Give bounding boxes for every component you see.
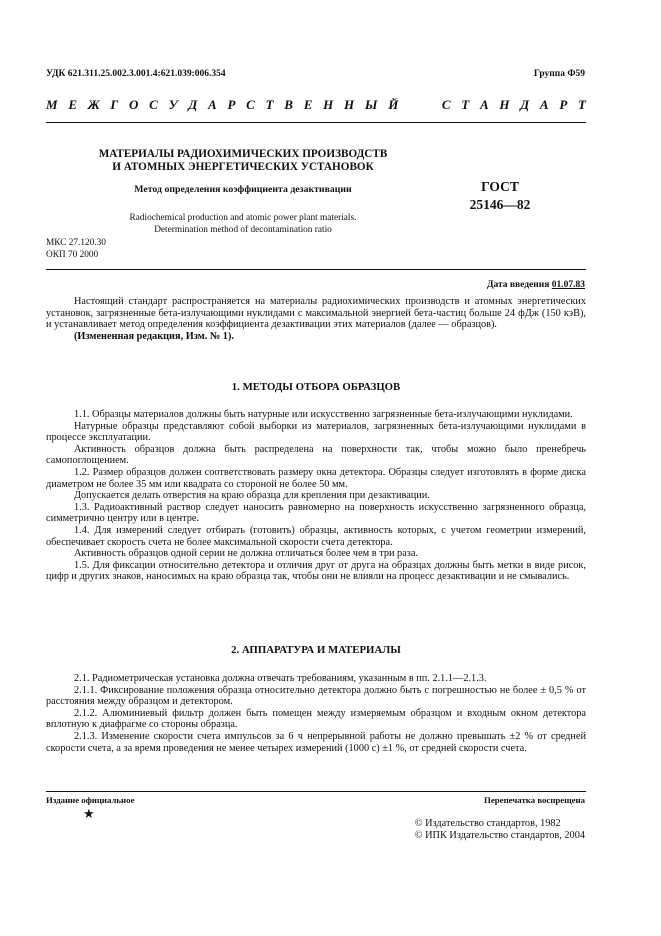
paragraph: 2.1. Радиометрическая установка должна отвечать требованиям, указанным в пп. 2.1.1—2.1.3. (74, 673, 487, 684)
banner-letter: Е (303, 97, 313, 112)
english-title (46, 212, 440, 236)
section-2-title: 2. АППАРАТУРА И МАТЕРИАЛЫ (231, 644, 401, 656)
banner-letter: Н (323, 97, 334, 112)
banner-letter: Н (344, 97, 355, 112)
banner-letter: Т (461, 97, 470, 112)
udk-code: УДК 621.311.25.002.3.001.4:621.039:006.354 (46, 69, 226, 79)
banner-letter: В (284, 97, 293, 112)
amendment-note: (Измененная редакция, Изм. № 1). (74, 330, 234, 342)
footer-divider (46, 791, 586, 792)
star-icon: ★ (83, 806, 95, 821)
banner-letter: Ы (364, 97, 378, 112)
effective-date-value: 01.07.83 (551, 280, 585, 290)
english-title-line: Radiochemical production and atomic power plant materials. (129, 213, 357, 223)
banner-letter: У (168, 97, 178, 112)
banner-letter: О (129, 97, 139, 112)
banner-letter: М (46, 97, 58, 112)
paragraph: 2.1.3. Изменение скорости счета импульсов за 6 ч непрерывной работы не должно превышать ±2 % от средней скорости счета, а за время проведения не менее четырех измерений (1000 с) ±1 %, от средней скорости счета. (46, 730, 586, 754)
paragraph: 1.5. Для фиксации относительно детектора и отличия друг от друга на образцах должны быть метки в виде рисок, цифр и других знаков, наносимых на краю образца так, чтобы они не влияли на процесс дезактивации и не смывались. (46, 559, 586, 583)
paragraph: Настоящий стандарт распространяется на материалы радиохимических производств и атомных энергетических установок, загрязненные бета-излучающими нуклидами с максимальной энергией бета-частиц больше 24 фДж (150 кэВ), и устанавливает метод определения коэффициента дезактивации этих материалов (далее — образцов). (46, 296, 586, 331)
standard-banner (46, 97, 586, 113)
english-title-line: Determination method of decontamination ratio (154, 225, 332, 235)
paragraph: 1.4. Для измерений следует отбирать (готовить) образцы, активность которых, с учетом геометрии измерений, обеспечивает скорость счета не более максимальной скорости счета детектора. (46, 524, 586, 548)
gost-label: ГОСТ (481, 179, 519, 194)
intro-text (46, 296, 586, 342)
paragraph: 1.1. Образцы материалов должны быть натурные или искусственно загрязненные бета-излучающими нуклидами. (74, 409, 573, 420)
section-2-body (46, 673, 586, 754)
banner-letter: Т (265, 97, 274, 112)
okp-code: ОКП 70 2000 (46, 249, 99, 260)
banner-letter: Д (188, 97, 198, 112)
banner-letter: Г (110, 97, 119, 112)
paragraph: Активность образцов одной серии не должна отличаться более чем в три раза. (74, 548, 418, 560)
banner-letter: С (246, 97, 255, 112)
group-code: Группа Ф59 (533, 69, 585, 79)
banner-letter: А (208, 97, 217, 112)
effective-date-label: Дата введения (486, 280, 550, 290)
reprint-prohibited: Перепечатка воспрещена (484, 795, 585, 805)
banner-letter: Р (227, 97, 236, 112)
gost-number: 25146—82 (469, 197, 531, 212)
paragraph: 1.2. Размер образцов должен соответствовать размеру окна детектора. Образцы следует изготовлять в форме диска диаметром не более 35 мм или квадрата со стороной не более 50 мм. (46, 466, 586, 490)
paragraph: 1.3. Радиоактивный раствор следует наносить равномерно на поверхность искусственно загрязненного образца, симметрично центру или в центре. (46, 501, 586, 525)
banner-letter: А (539, 97, 549, 112)
title-line: МАТЕРИАЛЫ РАДИОХИМИЧЕСКИХ ПРОИЗВОДСТВ (98, 148, 388, 160)
banner-letter: С (441, 97, 451, 112)
copyright-block (415, 818, 585, 842)
banner-letter: Й (388, 97, 399, 112)
effective-date (487, 280, 585, 290)
banner-letter: Р (559, 97, 568, 112)
paragraph: Активность образцов должна быть распределена на поверхности так, чтобы можно было пренебречь самопоглощением. (46, 443, 586, 467)
section-1-title: 1. МЕТОДЫ ОТБОРА ОБРАЗЦОВ (231, 381, 401, 393)
official-edition: Издание официальное (46, 795, 135, 805)
banner-letter: Т (578, 97, 586, 112)
paragraph: 2.1.1. Фиксирование положения образца относительно детектора должно быть с погрешностью не более ± 0,5 % от расстояния между образцом и детектором. (46, 684, 586, 708)
gost-designation (448, 178, 552, 214)
banner-letter: Е (68, 97, 77, 112)
paragraph: Натурные образцы представляют собой выборки из материалов, загрязненных бета-излучающими нуклидами в процессе эксплуатации. (46, 420, 586, 444)
banner-letter: Д (520, 97, 530, 112)
banner-letter: Н (499, 97, 510, 112)
banner-letter: А (479, 97, 489, 112)
header-divider (46, 269, 586, 270)
banner-letter: С (149, 97, 158, 112)
copyright-line: © ИПК Издательство стандартов, 2004 (414, 830, 585, 841)
mks-code: МКС 27.120.30 (46, 238, 106, 248)
banner-gap (409, 97, 431, 113)
document-title (46, 148, 440, 173)
top-divider (46, 122, 586, 123)
paragraph: Допускается делать отверстия на краю образца для крепления при дезактивации. (74, 490, 430, 502)
document-subtitle: Метод определения коэффициента дезактивации (134, 184, 352, 195)
paragraph: 2.1.2. Алюминиевый фильтр должен быть помещен между измеряемым образцом и входным окном детектора вплотную к диафрагме со стороны образца. (46, 707, 586, 731)
classification-codes (46, 238, 106, 261)
banner-letter: Ж (87, 97, 100, 112)
copyright-line: © Издательство стандартов, 1982 (414, 818, 561, 829)
section-1-body (46, 409, 586, 583)
title-line: И АТОМНЫХ ЭНЕРГЕТИЧЕСКИХ УСТАНОВОК (112, 160, 374, 173)
